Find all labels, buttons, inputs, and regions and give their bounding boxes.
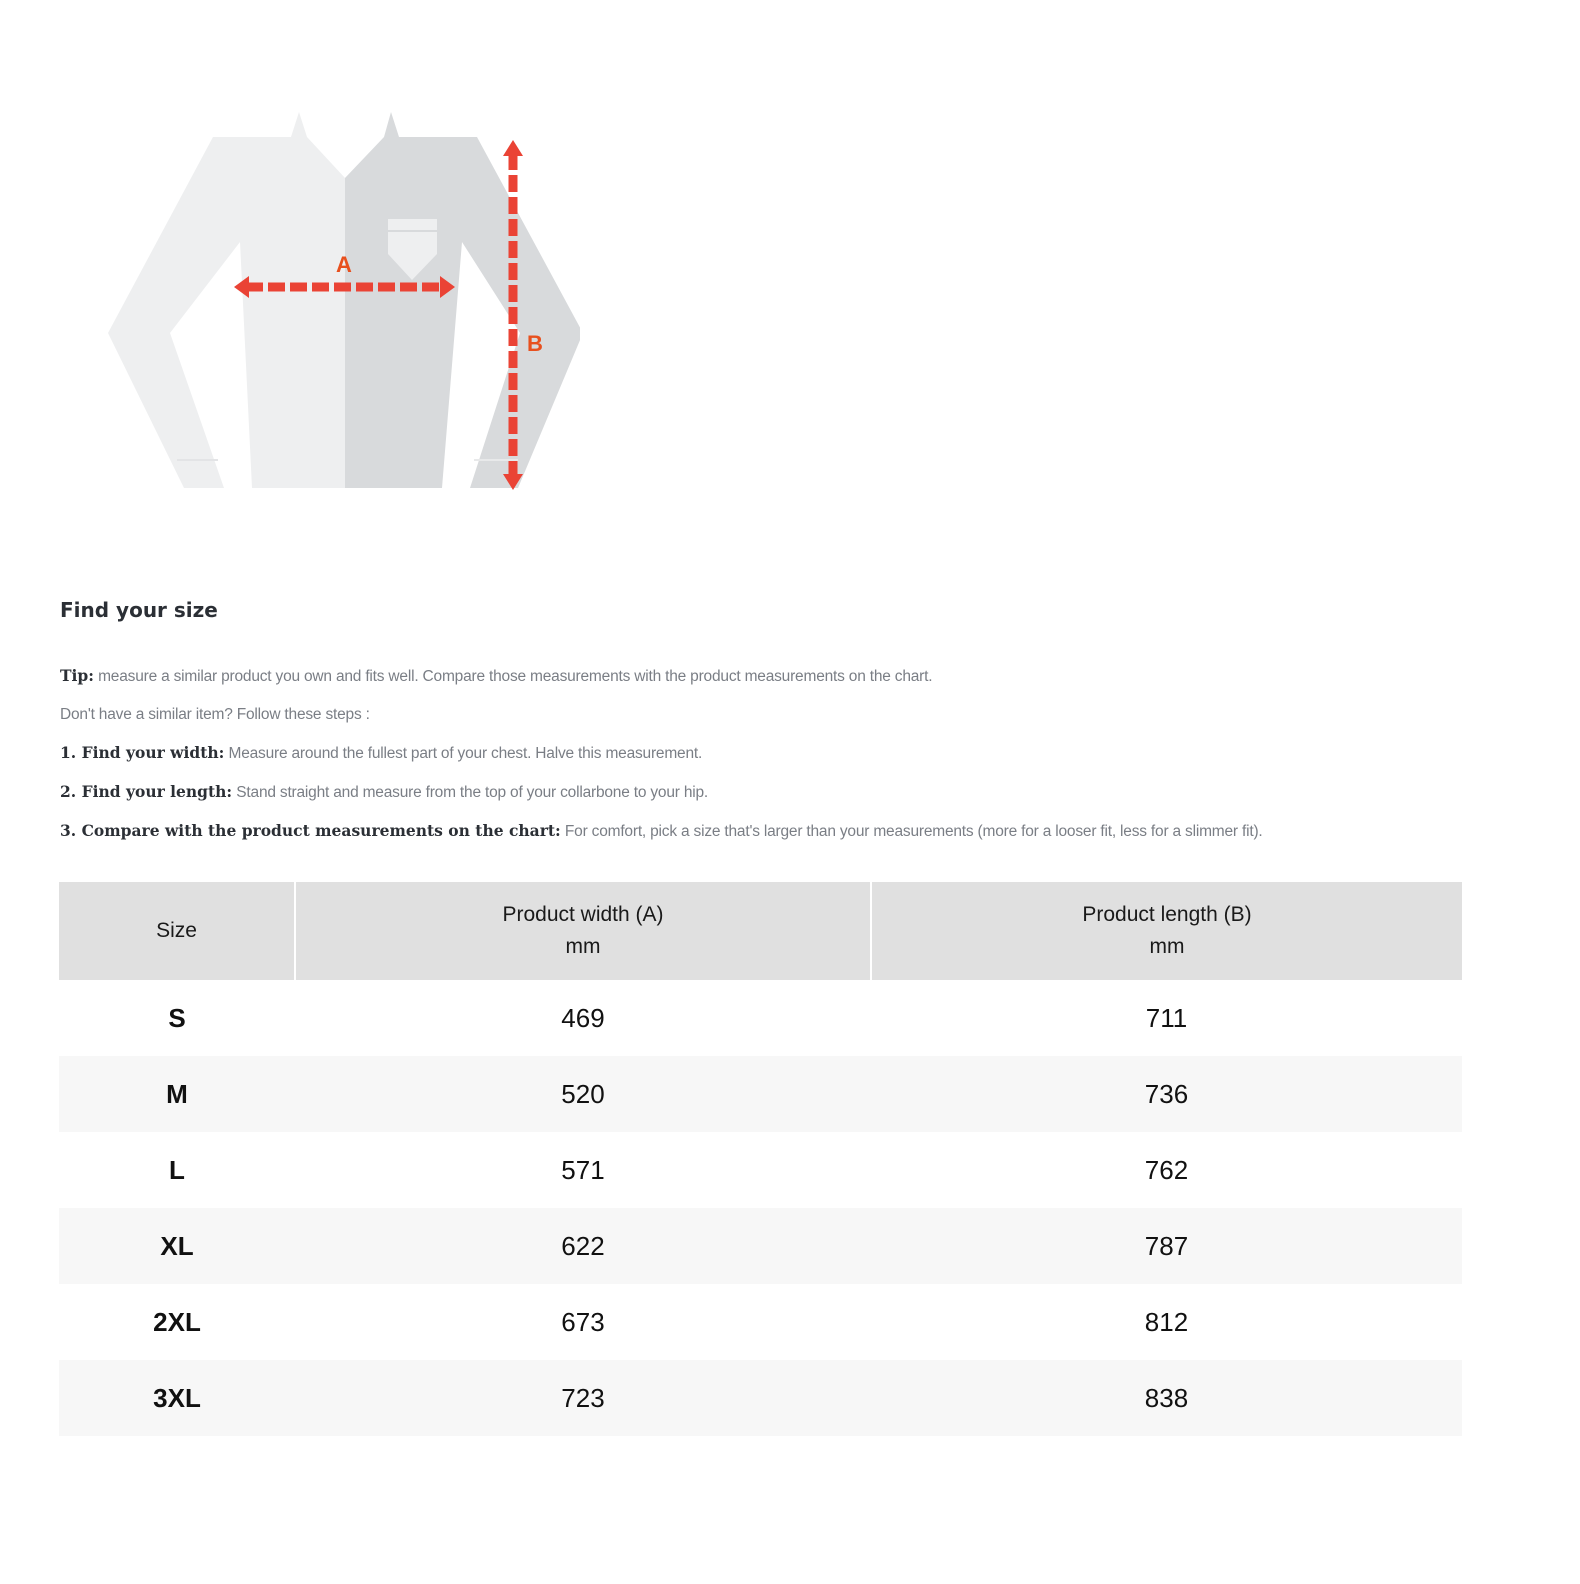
table-row [59,1208,1462,1284]
table-row [59,1132,1462,1208]
header-size: Size [59,882,295,980]
width-cell: 571 [295,1132,871,1208]
shirt-measurement-diagram [100,100,580,490]
step-width-label: 1. Find your width: [60,743,225,762]
size-guide-instructions [60,598,1460,860]
size-cell: L [59,1132,295,1208]
shirt-left-half [108,112,345,488]
step-length [60,782,1460,803]
width-cell: 723 [295,1360,871,1436]
step-compare-text: For comfort, pick a size that's larger than your measurements (more for a looser fit, less for a slimmer fit). [560,823,1263,840]
length-cell: 838 [871,1360,1462,1436]
size-chart-table [59,882,1462,1436]
width-arrow-label: A [336,252,352,277]
header-product-length [871,882,1462,980]
length-cell: 762 [871,1132,1462,1208]
size-cell: S [59,980,295,1056]
tip-line [60,666,1460,687]
table-row [59,1056,1462,1132]
length-cell: 711 [871,980,1462,1056]
step-width-text: Measure around the fullest part of your chest. Halve this measurement. [224,745,703,762]
step-length-label: 2. Find your length: [60,782,233,801]
table-row [59,1360,1462,1436]
size-cell: XL [59,1208,295,1284]
header-length-unit: mm [1149,935,1185,958]
width-cell: 520 [295,1056,871,1132]
table-row [59,980,1462,1056]
step-width [60,743,1460,764]
header-product-width [295,882,871,980]
shirt-illustration [100,100,580,490]
step-compare [60,821,1460,842]
table-row [59,1284,1462,1360]
shirt-right-half [345,112,580,488]
length-cell: 736 [871,1056,1462,1132]
length-cell: 787 [871,1208,1462,1284]
length-arrow-label: B [527,331,543,356]
step-length-text: Stand straight and measure from the top of your collarbone to your hip. [232,784,709,801]
intro-line: Don't have a similar item? Follow these steps : [60,706,370,723]
header-width-title: Product width (A) [502,903,664,926]
header-length-title: Product length (B) [1082,903,1252,926]
header-width-unit: mm [565,935,601,958]
size-cell: 3XL [59,1360,295,1436]
size-guide-title: Find your size [60,598,218,622]
length-cell: 812 [871,1284,1462,1360]
width-cell: 469 [295,980,871,1056]
size-chart-header-row [59,882,1462,980]
tip-label: Tip: [60,666,94,685]
size-cell: 2XL [59,1284,295,1360]
step-compare-label: 3. Compare with the product measurements on the chart: [60,821,561,840]
tip-text: measure a similar product you own and fits well. Compare those measurements with the product measurements on the chart. [93,668,933,685]
width-cell: 622 [295,1208,871,1284]
width-cell: 673 [295,1284,871,1360]
size-cell: M [59,1056,295,1132]
